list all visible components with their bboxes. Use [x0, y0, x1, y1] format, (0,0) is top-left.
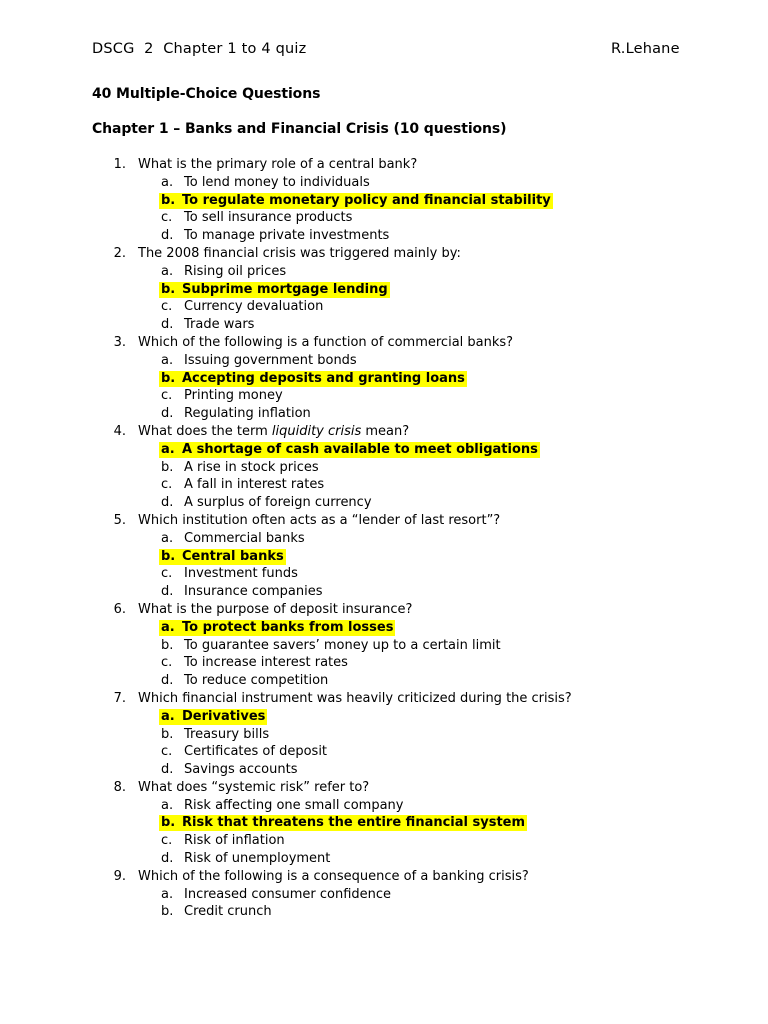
- question-text: Which financial instrument was heavily criticized during the crisis?: [138, 690, 572, 706]
- question-text: [138, 423, 409, 441]
- option-letter: d.: [161, 673, 174, 689]
- question-item: [0, 334, 768, 352]
- question-number: 2.: [113, 245, 126, 261]
- option-text: A rise in stock prices: [184, 459, 319, 475]
- option-text: Treasury bills: [184, 726, 270, 742]
- answer-option: [0, 832, 768, 850]
- option-letter: d.: [161, 584, 174, 600]
- question-text: Which of the following is a consequence of a banking crisis?: [138, 868, 529, 884]
- answer-option-correct: [0, 619, 768, 637]
- option-letter: c.: [161, 299, 173, 315]
- option-text: Currency devaluation: [184, 299, 324, 315]
- question-list: [0, 156, 768, 921]
- question-number: 9.: [113, 868, 126, 884]
- question-item: [0, 690, 768, 708]
- answer-option: [0, 352, 768, 370]
- answer-highlight: [159, 620, 395, 636]
- option-letter: d.: [161, 851, 174, 867]
- option-letter: c.: [161, 566, 173, 582]
- question-text: The 2008 financial crisis was triggered mainly by:: [138, 245, 461, 261]
- option-text: To guarantee savers’ money up to a certain limit: [184, 637, 501, 653]
- answer-option: [0, 174, 768, 192]
- option-letter: b.: [161, 548, 176, 564]
- option-text: Risk of inflation: [184, 833, 285, 849]
- question-text: Which institution often acts as a “lender of last resort”?: [138, 512, 501, 528]
- option-text: Investment funds: [184, 566, 298, 582]
- option-letter: c.: [161, 744, 173, 760]
- option-letter: b.: [161, 815, 176, 831]
- option-letter: a.: [161, 797, 174, 813]
- question-item: [0, 779, 768, 797]
- option-letter: d.: [161, 495, 174, 511]
- answer-option: [0, 903, 768, 921]
- question-number: 5.: [113, 512, 126, 528]
- option-text: Commercial banks: [184, 530, 305, 546]
- answer-option-correct: [0, 281, 768, 299]
- answer-option: [0, 654, 768, 672]
- question-text: What is the purpose of deposit insurance?: [138, 601, 413, 617]
- option-letter: b.: [161, 192, 176, 208]
- question-number: 1.: [113, 157, 126, 172]
- answer-option: [0, 494, 768, 512]
- answer-option: [0, 565, 768, 583]
- document-title: 40 Multiple-Choice Questions: [92, 86, 321, 102]
- option-text: Rising oil prices: [184, 263, 287, 279]
- answer-option: [0, 387, 768, 405]
- option-letter: b.: [161, 459, 174, 475]
- answer-highlight: [159, 282, 390, 298]
- question-term: liquidity crisis: [271, 423, 362, 439]
- answer-option: [0, 209, 768, 227]
- option-letter: b.: [161, 904, 174, 920]
- option-letter: c.: [161, 833, 173, 849]
- answer-option-correct: [0, 814, 768, 832]
- option-text: To protect banks from losses: [182, 619, 394, 635]
- option-letter: d.: [161, 762, 174, 778]
- answer-option: [0, 886, 768, 904]
- answer-option: [0, 263, 768, 281]
- question-text: Which of the following is a function of commercial banks?: [138, 334, 514, 350]
- chapter-heading: Chapter 1 – Banks and Financial Crisis (10 questions): [92, 121, 507, 137]
- option-text: Insurance companies: [184, 584, 323, 600]
- answer-option: [0, 672, 768, 690]
- option-letter: a.: [161, 174, 174, 190]
- question-number: 7.: [113, 690, 126, 706]
- option-letter: a.: [161, 886, 174, 902]
- option-text: To increase interest rates: [184, 655, 348, 671]
- answer-option: [0, 316, 768, 334]
- answer-highlight: [159, 709, 267, 725]
- answer-highlight: [159, 549, 286, 565]
- question-item: [0, 423, 768, 441]
- option-text: Increased consumer confidence: [184, 886, 392, 902]
- option-letter: d.: [161, 406, 174, 422]
- answer-option: [0, 797, 768, 815]
- answer-highlight: [159, 371, 467, 387]
- option-letter: c.: [161, 388, 173, 404]
- option-letter: a.: [161, 619, 175, 635]
- option-letter: c.: [161, 210, 173, 226]
- option-text: Derivatives: [182, 708, 266, 724]
- option-text: Regulating inflation: [184, 406, 311, 422]
- option-letter: a.: [161, 441, 175, 457]
- answer-option: [0, 850, 768, 868]
- answer-option-correct: [0, 192, 768, 210]
- option-text: Central banks: [182, 548, 284, 564]
- question-number: 4.: [113, 423, 126, 439]
- answer-highlight: [159, 442, 540, 458]
- answer-option-correct: [0, 441, 768, 459]
- option-text: To regulate monetary policy and financial stability: [182, 192, 551, 208]
- answer-option: [0, 227, 768, 245]
- question-item: [0, 601, 768, 619]
- answer-option: [0, 637, 768, 655]
- option-letter: c.: [161, 477, 173, 493]
- answer-option-correct: [0, 708, 768, 726]
- answer-option: [0, 476, 768, 494]
- option-text: Accepting deposits and granting loans: [182, 370, 465, 386]
- answer-option: [0, 298, 768, 316]
- option-text: To reduce competition: [184, 673, 329, 689]
- option-letter: b.: [161, 281, 176, 297]
- answer-highlight: [159, 193, 553, 209]
- option-letter: a.: [161, 708, 175, 724]
- option-text: Risk of unemployment: [184, 851, 331, 867]
- question-item: [0, 868, 768, 886]
- answer-highlight: [159, 815, 527, 831]
- option-text: Printing money: [184, 388, 283, 404]
- header-course: DSCG 2 Chapter 1 to 4 quiz: [92, 41, 307, 57]
- option-text: Issuing government bonds: [184, 352, 357, 368]
- option-letter: b.: [161, 637, 174, 653]
- option-text: Certificates of deposit: [184, 744, 328, 760]
- option-text: A shortage of cash available to meet obligations: [182, 441, 538, 457]
- option-letter: b.: [161, 370, 176, 386]
- question-text-part: mean?: [361, 423, 410, 439]
- option-letter: c.: [161, 655, 173, 671]
- question-text: What is the primary role of a central bank?: [138, 157, 418, 172]
- answer-option: [0, 726, 768, 744]
- answer-option: [0, 459, 768, 477]
- answer-option: [0, 530, 768, 548]
- option-text: Subprime mortgage lending: [182, 281, 388, 297]
- answer-option: [0, 583, 768, 601]
- answer-option-correct: [0, 370, 768, 388]
- question-text-part: What does the term: [138, 423, 272, 439]
- question-number: 8.: [113, 779, 126, 795]
- option-text: A surplus of foreign currency: [184, 495, 372, 511]
- option-text: Savings accounts: [184, 762, 298, 778]
- question-item: [0, 156, 768, 174]
- header-author: R.Lehane: [611, 41, 680, 57]
- question-number: 6.: [113, 601, 126, 617]
- option-letter: d.: [161, 228, 174, 244]
- answer-option: [0, 743, 768, 761]
- option-letter: a.: [161, 530, 174, 546]
- option-letter: a.: [161, 352, 174, 368]
- option-text: Risk that threatens the entire financial system: [182, 815, 526, 831]
- option-letter: a.: [161, 263, 174, 279]
- option-text: A fall in interest rates: [184, 477, 325, 493]
- question-number: 3.: [113, 334, 126, 350]
- question-item: [0, 245, 768, 263]
- option-text: To lend money to individuals: [184, 174, 370, 190]
- answer-option: [0, 761, 768, 779]
- option-letter: d.: [161, 317, 174, 333]
- question-item: [0, 512, 768, 530]
- option-letter: b.: [161, 726, 174, 742]
- option-text: Trade wars: [184, 317, 255, 333]
- answer-option: [0, 405, 768, 423]
- answer-option-correct: [0, 548, 768, 566]
- option-text: Risk affecting one small company: [184, 797, 404, 813]
- option-text: To manage private investments: [184, 228, 390, 244]
- question-text: What does “systemic risk” refer to?: [138, 779, 370, 795]
- option-text: To sell insurance products: [184, 210, 353, 226]
- option-text: Credit crunch: [184, 904, 272, 920]
